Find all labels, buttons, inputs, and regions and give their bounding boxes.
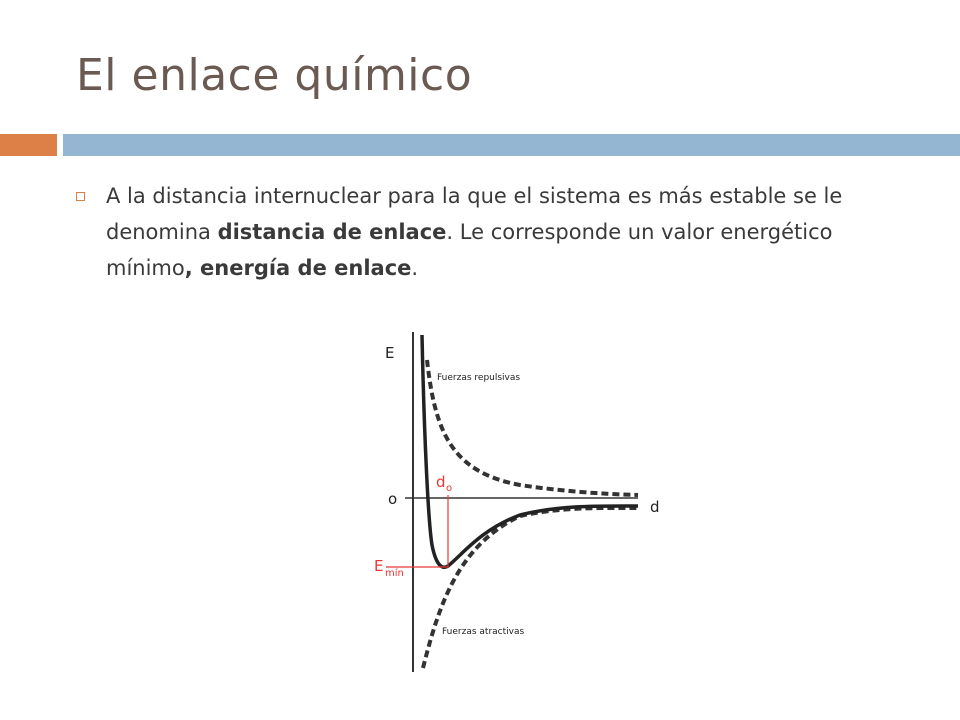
x-axis-label: d	[650, 498, 660, 516]
d0-label: d	[436, 473, 446, 491]
paragraph-text-3: .	[411, 256, 419, 280]
slide-title: El enlace químico	[76, 50, 473, 101]
resultant-energy-curve	[422, 335, 638, 567]
paragraph-text-2: . Le corresponde un valor energético mínimo	[106, 220, 833, 280]
attractive-forces-label: Fuerzas atractivas	[442, 627, 525, 637]
term-distancia-de-enlace: distancia de enlace	[217, 220, 447, 244]
origin-label: o	[388, 490, 398, 508]
term-energia-de-enlace: , energía de enlace	[184, 256, 412, 280]
repulsive-forces-label: Fuerzas repulsivas	[437, 373, 521, 383]
y-axis-label: E	[385, 344, 395, 362]
emin-subscript: mín	[385, 568, 404, 579]
d0-subscript: o	[446, 483, 453, 494]
emin-label: E	[374, 557, 384, 575]
paragraph-text-1: A la distancia internuclear para la que el sistema es más estable se le denomina	[106, 184, 843, 244]
attractive-curve	[423, 508, 638, 668]
